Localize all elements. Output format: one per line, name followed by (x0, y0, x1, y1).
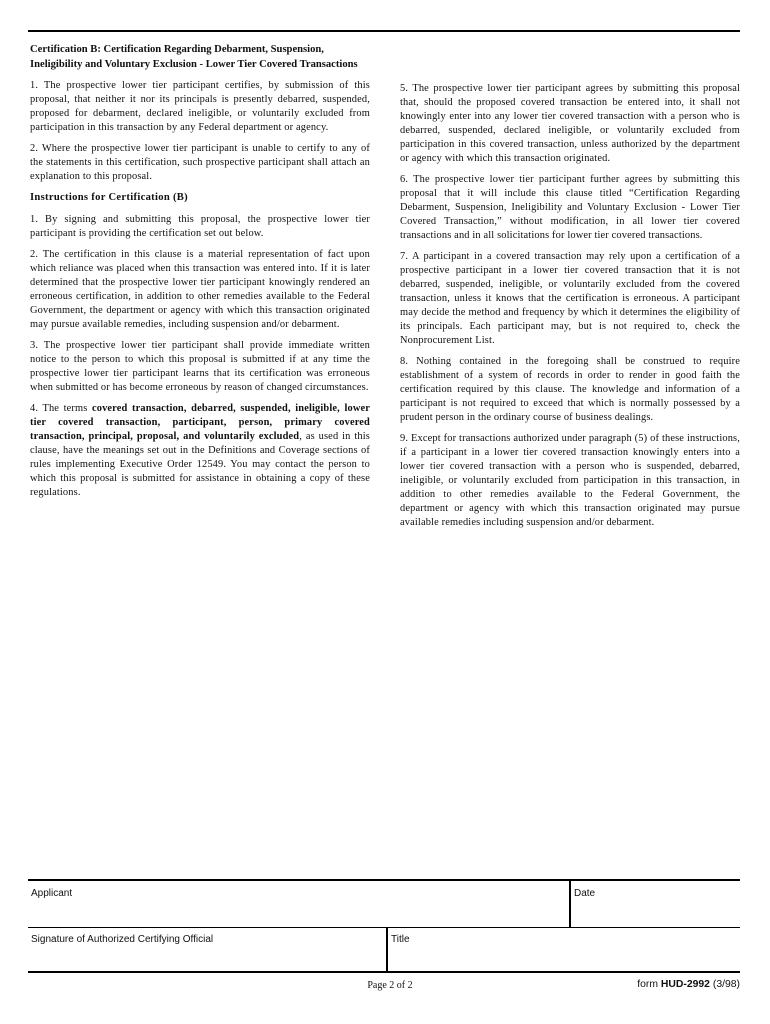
page-number: Page 2 of 2 (367, 980, 413, 991)
instruction-6: 6. The prospective lower tier participant further agrees by submitting this proposal that it will include this clause titled “Certification Regarding Debarment, Suspension, Ineligibility and Voluntary Exclusion - Lower Tier Covered Transaction,” without modification, in all lower tier covered transactions and in all solicitations for lower tier covered transactions. (400, 174, 740, 241)
instruction-4-terms: covered transaction, debarred, suspended, ineligible, lower tier covered transaction, participant, person, primary covered transaction, principal, proposal, and voluntarily excluded (30, 403, 371, 442)
certification-paragraph-2: 2. Where the prospective lower tier participant is unable to certify to any of the statements in this certification, such prospective participant shall attach an explanation to this proposal. (30, 143, 370, 182)
signature-label: Signature of Authorized Certifying Official (31, 934, 214, 945)
instructions-heading: Instructions for Certification (B) (30, 192, 188, 203)
applicant-date-row (28, 879, 740, 928)
instruction-4-suffix: , as used in this clause, have the meanings set out in the Definitions and Coverage sections of rules implementing Executive Order 12549. You may contact the person to which this proposal is submitted for assistance in obtaining a copy of these regulations. (30, 431, 370, 498)
instruction-4 (30, 402, 370, 500)
title-label: Title (391, 934, 410, 945)
signature-field[interactable] (28, 927, 386, 971)
applicant-field[interactable] (28, 881, 569, 927)
form-prefix: form (637, 979, 661, 990)
left-column (30, 42, 370, 507)
applicant-label: Applicant (31, 888, 73, 899)
instruction-3: 3. The prospective lower tier participant shall provide immediate written notice to the person to which this proposal is submitted if at any time the prospective lower tier participant learns that its certification was erroneous when submitted or has become erroneous by reason of changed circumstances. (30, 340, 370, 393)
certification-paragraph-1: 1. The prospective lower tier participant certifies, by submission of this proposal, that neither it nor its principals is presently debarred, suspended, proposed for debarment, declared ineligible, or voluntarily excluded from participation in this transaction by any Federal department or agency. (30, 80, 370, 133)
right-column (400, 82, 740, 537)
instruction-9: 9. Except for transactions authorized under paragraph (5) of these instructions, if a participant in a lower tier covered transaction knowingly enters into a lower tier covered transaction with a person who is suspended, debarred, ineligible, or voluntarily excluded from participation in this transaction, in addition to other remedies available to the Federal Government, the department or agency with which this transaction originated may pursue available remedies including suspension and/or debarment. (400, 433, 740, 528)
form-number (637, 979, 740, 990)
form-id: HUD-2992 (660, 979, 710, 990)
title-field[interactable] (388, 927, 740, 971)
date-label: Date (574, 888, 596, 899)
instruction-5: 5. The prospective lower tier participant agrees by submitting this proposal that, should the proposed covered transaction be entered into, it shall not knowingly enter into any lower tier covered transaction with a person who is debarred, suspended, declared ineligible, or voluntarily excluded from participation in this covered transaction, unless authorized by the department or agency with which this transaction originated. (400, 83, 740, 164)
top-rule (28, 30, 740, 32)
instruction-4-prefix: 4. The terms (30, 403, 92, 414)
form-date: (3/98) (709, 979, 740, 990)
date-field[interactable] (571, 881, 740, 927)
instruction-2: 2. The certification in this clause is a material representation of fact upon which reliance was placed when this transaction was entered into. If it is later determined that the prospective lower tier participant knowingly rendered an erroneous certification, in addition to other remedies available to the Federal Government, the department or agency with which this transaction originated may pursue available remedies, including suspension and/or debarment. (30, 249, 370, 330)
certification-b-heading: Certification B: Certification Regarding Debarment, Suspension, Ineligibility and Voluntary Exclusion - Lower Tier Covered Transactions (30, 44, 358, 70)
instruction-8: 8. Nothing contained in the foregoing shall be construed to require establishment of a system of records in order to render in good faith the certification required by this clause. The knowledge and information of a participant is not required to exceed that which is normally possessed by a prudent person in the ordinary course of business dealings. (400, 356, 740, 423)
instruction-1: 1. By signing and submitting this proposal, the prospective lower tier participant is providing the certification set out below. (30, 214, 370, 239)
signature-title-row (28, 927, 740, 973)
instruction-7: 7. A participant in a covered transaction may rely upon a certification of a prospective participant in a lower tier covered transaction that it is not debarred, suspended, ineligible, or voluntarily excluded from the covered transaction, unless it knows that the certification is erroneous. A participant may decide the method and frequency by which it determines the eligibility of its principals. Each participant may, but is not required to, check the Nonprocurement List. (400, 251, 740, 346)
